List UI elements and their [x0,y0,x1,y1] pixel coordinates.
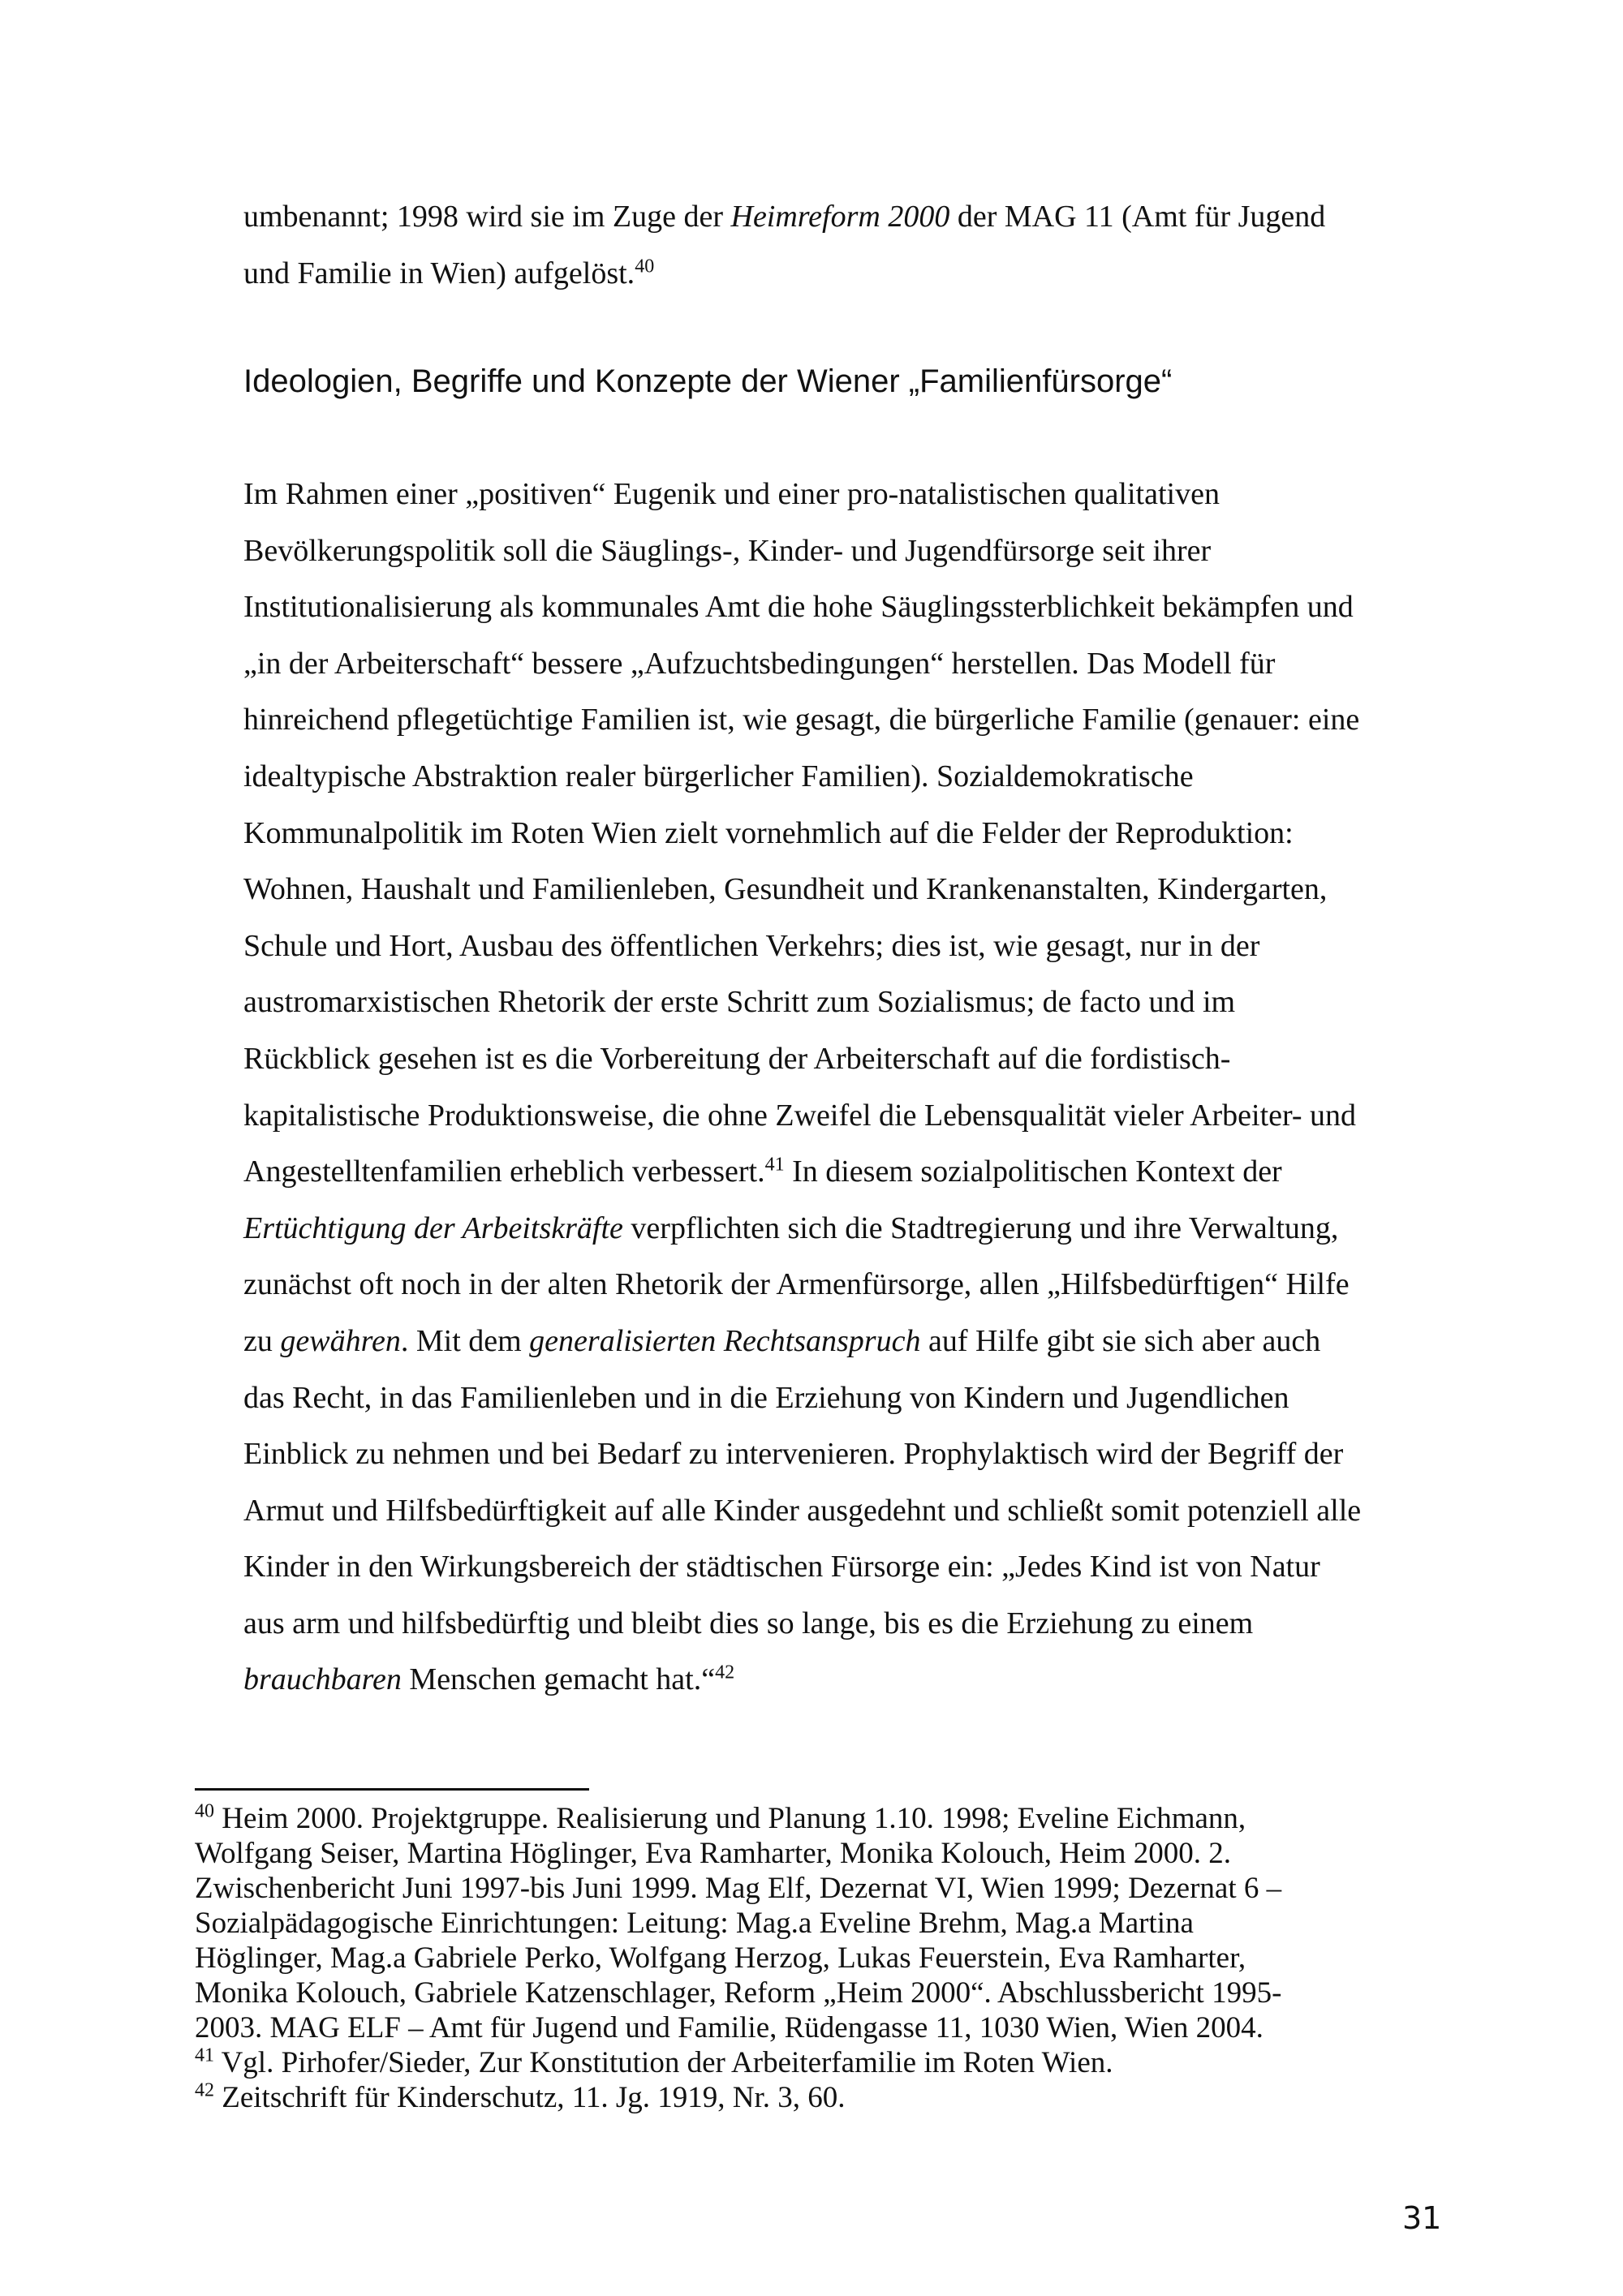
intro-line: und Familie in Wien) aufgelöst.$^{40}$ [243,256,655,290]
body-line: Kinder in den Wirkungsbereich der städtischen Fürsorge ein: „Jedes Kind ist von Natur [243,1550,1320,1584]
body-line: idealtypische Abstraktion realer bürgerlicher Familien). Sozialdemokratische [243,759,1194,793]
footnote-number: 41 [195,2044,214,2066]
body-line: Rückblick gesehen ist es die Vorbereitung der Arbeiterschaft auf die fordistisch- [243,1041,1231,1076]
body-line: Armut und Hilfsbedürftigkeit auf alle Kinder ausgedehnt und schließt somit potenziell alle [243,1493,1362,1528]
footnote-40 [195,1801,1453,2045]
body-line: Wohnen, Haushalt und Familienleben, Gesundheit und Krankenanstalten, Kindergarten, [243,872,1328,907]
body-line: Schule und Hort, Ausbau des öffentlichen Verkehrs; dies ist, wie gesagt, nur in der [243,928,1260,963]
section-heading: Ideologien, Begriffe und Konzepte der Wiener „Familienfürsorge“ [243,363,1173,399]
footnote-line: 2003. MAG ELF – Amt für Jugend und Familie, Rüdengasse 11, 1030 Wien, Wien 2004. [195,2011,1264,2044]
body-line: zu gewähren. Mit dem generalisierten Rechtsanspruch auf Hilfe gibt sie sich aber auch [243,1323,1321,1358]
body-line: Im Rahmen einer „positiven“ Eugenik und einer pro-natalistischen qualitativen [243,477,1220,511]
body-line: aus arm und hilfsbedürftig und bleibt dies so lange, bis es die Erziehung zu einem [243,1606,1254,1640]
body-line: Angestelltenfamilien erheblich verbessert.$^{41}$ In diesem sozialpolitischen Kontext der [243,1154,1282,1189]
body-line: brauchbaren Menschen gemacht hat.“$^{42}$ [243,1662,735,1697]
footnote-line: Zwischenbericht Juni 1997-bis Juni 1999. Mag Elf, Dezernat VI, Wien 1999; Dezernat 6 – [195,1872,1282,1905]
footnotes [195,1801,1453,2115]
footnote-41 [195,2045,1453,2080]
intro-line: umbenannt; 1998 wird sie im Zuge der Heimreform 2000 der MAG 11 (Amt für Jugend [243,200,1326,234]
body-line: austromarxistischen Rhetorik der erste Schritt zum Sozialismus; de facto und im [243,985,1236,1020]
footnote-42 [195,2080,1453,2115]
footnote-number: 42 [195,2079,214,2101]
footnote-line: Höglinger, Mag.a Gabriele Perko, Wolfgang Herzog, Lukas Feuerstein, Eva Ramharter, [195,1941,1246,1975]
footnote-ref-42[interactable]: 42 [715,1662,735,1683]
intro-paragraph [243,188,1453,302]
footnote-line: Wolfgang Seiser, Martina Höglinger, Eva Ramharter, Monika Kolouch, Heim 2000. 2. [195,1837,1232,1870]
body-line: zunächst oft noch in der alten Rhetorik der Armenfürsorge, allen „Hilfsbedürftigen“ Hilfe [243,1267,1350,1302]
footnote-ref-41[interactable]: 41 [764,1154,785,1176]
footnote-ref-40[interactable]: 40 [635,256,655,277]
body-line: „in der Arbeiterschaft“ bessere „Aufzuchtsbedingungen“ herstellen. Das Modell für [243,646,1276,681]
body-line: hinreichend pflegetüchtige Familien ist, wie gesagt, die bürgerliche Familie (genauer: eine [243,703,1360,737]
footnote-line: $^{41}$ Vgl. Pirhofer/Sieder, Zur Konstitution der Arbeiterfamilie im Roten Wien. [195,2044,1113,2079]
footnote-line: Monika Kolouch, Gabriele Katzenschlager, Reform „Heim 2000“. Abschlussbericht 1995- [195,1976,1282,2010]
body-line: Institutionalisierung als kommunales Amt die hohe Säuglingssterblichkeit bekämpfen und [243,590,1354,625]
body-line: kapitalistische Produktionsweise, die ohne Zweifel die Lebensqualität vieler Arbeiter- und [243,1098,1357,1133]
body-line: Einblick zu nehmen und bei Bedarf zu intervenieren. Prophylaktisch wird der Begriff der [243,1437,1344,1472]
footnote-separator [195,1788,589,1791]
footnote-line: Sozialpädagogische Einrichtungen: Leitung: Mag.a Eveline Brehm, Mag.a Martina [195,1907,1194,1940]
body-line: Ertüchtigung der Arbeitskräfte verpflichten sich die Stadtregierung und ihre Verwaltung, [243,1210,1339,1245]
body-paragraph [243,467,1453,1709]
page-number: 31 [1402,2200,1442,2236]
body-line: das Recht, in das Familienleben und in die Erziehung von Kindern und Jugendlichen [243,1380,1289,1415]
footnote-number: 40 [195,1800,214,1822]
body-line: Bevölkerungspolitik soll die Säuglings-, Kinder- und Jugendfürsorge seit ihrer [243,533,1212,568]
body-line: Kommunalpolitik im Roten Wien zielt vornehmlich auf die Felder der Reproduktion: [243,815,1294,850]
footnote-line: $^{40}$ Heim 2000. Projektgruppe. Realisierung und Planung 1.10. 1998; Eveline Eichmann, [195,1800,1246,1835]
footnote-line: $^{42}$ Zeitschrift für Kinderschutz, 11. Jg. 1919, Nr. 3, 60. [195,2079,846,2114]
